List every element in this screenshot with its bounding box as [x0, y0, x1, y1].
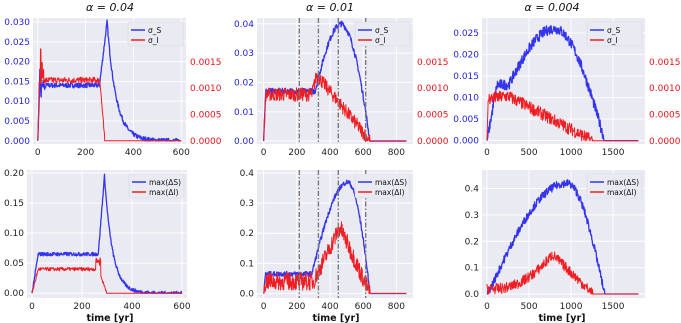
y2-tick-label: 0.0015: [190, 57, 222, 68]
x-tick-label: 400: [123, 302, 141, 312]
panel-top-2: [234, 18, 449, 158]
legend-label: σ_S: [375, 26, 389, 35]
x-tick-label: 0: [34, 148, 41, 158]
y-tick-label: 0.01: [233, 107, 254, 118]
x-tick-label: 0: [484, 148, 490, 158]
legend-label: max(ΔI): [149, 188, 179, 197]
y-tick-label: 0.05: [3, 259, 24, 270]
x-tick-label: 0: [484, 302, 490, 312]
y2-tick-label: 0.0000: [417, 136, 449, 147]
y2-tick-label: 0.0000: [649, 136, 681, 147]
panel-bottom-2: [240, 169, 413, 312]
panel-bottom-3: [465, 170, 645, 312]
y2-tick-label: 0.0010: [649, 84, 681, 95]
x-tick-label: 200: [73, 302, 91, 312]
y-tick-label: 0.005: [453, 115, 479, 126]
x-tick-label: 500: [520, 302, 538, 312]
y-tick-label: 0.015: [453, 72, 479, 83]
y-tick-label: 0.4: [239, 169, 254, 180]
x-tick-label: 400: [124, 148, 142, 158]
y-tick-label: 0.00: [3, 289, 24, 300]
legend: [128, 22, 183, 46]
x-tick-label: 600: [173, 302, 191, 312]
y-tick-label: 0.0: [464, 290, 479, 301]
x-tick-label: 1500: [601, 148, 625, 158]
y-tick-label: 0.025: [453, 29, 479, 40]
legend-label: σ_I: [375, 36, 386, 45]
y-tick-label: 0.03: [233, 49, 254, 60]
y-tick-label: 0.1: [239, 259, 254, 270]
x-tick-label: 400: [321, 302, 339, 312]
title-panel-1: α = 0.04: [86, 1, 134, 14]
legend-label: σ_I: [148, 36, 159, 45]
title-panel-2: α = 0.01: [306, 1, 354, 14]
y-tick-label: 0.1: [464, 263, 479, 274]
y-tick-label: 0.010: [453, 93, 479, 104]
x-tick-label: 600: [172, 148, 190, 158]
y-tick-label: 0.0: [239, 289, 254, 300]
xlabel-panel-1: time [yr]: [86, 313, 134, 323]
x-tick-label: 600: [354, 148, 372, 158]
y-tick-label: 0.025: [4, 37, 30, 48]
legend: [587, 174, 642, 198]
legend-label: max(ΔS): [375, 178, 408, 187]
y-tick-label: 0.010: [4, 97, 30, 108]
y-tick-label: 0.005: [4, 117, 30, 128]
y-tick-label: 0.015: [4, 77, 30, 88]
legend-label: σ_S: [148, 26, 162, 35]
y-tick-label: 0.15: [3, 199, 24, 210]
legend: [355, 174, 410, 198]
x-tick-label: 0: [29, 302, 35, 312]
x-tick-label: 200: [288, 148, 306, 158]
x-tick-label: 200: [288, 302, 306, 312]
y-tick-label: 0.02: [233, 78, 254, 89]
y-tick-label: 0.3: [239, 199, 254, 210]
panel-bottom-1: [4, 169, 191, 312]
y-tick-label: 0.020: [453, 50, 479, 61]
y-tick-label: 0.10: [3, 229, 24, 240]
y-tick-label: 0.00: [233, 137, 254, 148]
legend: [129, 174, 184, 198]
y2-tick-label: 0.0000: [190, 136, 222, 147]
y2-tick-label: 0.0005: [417, 110, 449, 121]
legend-label: max(ΔI): [375, 188, 405, 197]
y2-tick-label: 0.0010: [417, 84, 449, 95]
y2-tick-label: 0.0005: [190, 110, 222, 121]
legend-label: σ_I: [607, 36, 618, 45]
y-tick-label: 0.000: [453, 136, 479, 147]
x-tick-label: 1000: [559, 148, 583, 158]
panel-top-1: [4, 18, 222, 158]
x-tick-label: 1000: [559, 302, 583, 312]
x-tick-label: 600: [354, 302, 372, 312]
y-tick-label: 0.04: [233, 19, 254, 30]
x-tick-label: 0: [260, 148, 267, 158]
legend: [355, 22, 410, 46]
legend-label: max(ΔS): [149, 178, 182, 187]
x-tick-label: 0: [260, 302, 267, 312]
panel-top-3: [453, 18, 681, 158]
x-tick-label: 800: [387, 148, 405, 158]
legend-label: max(ΔI): [607, 188, 637, 197]
x-tick-label: 200: [77, 148, 95, 158]
y2-tick-label: 0.0015: [649, 57, 681, 68]
x-tick-label: 500: [520, 148, 538, 158]
y2-tick-label: 0.0015: [417, 57, 449, 68]
x-tick-label: 1500: [601, 302, 625, 312]
y-tick-label: 0.020: [4, 57, 30, 68]
y-tick-label: 0.2: [239, 229, 254, 240]
xlabel-panel-2: time [yr]: [312, 313, 360, 323]
xlabel-panel-3: time [yr]: [538, 313, 586, 323]
x-tick-label: 400: [321, 148, 339, 158]
title-panel-3: α = 0.004: [524, 1, 580, 14]
y-tick-label: 0.20: [3, 169, 24, 180]
y-tick-label: 0.4: [464, 184, 479, 195]
y-tick-label: 0.2: [464, 237, 479, 248]
y-tick-label: 0.030: [4, 17, 30, 28]
legend-label: σ_S: [607, 26, 621, 35]
x-tick-label: 800: [387, 302, 405, 312]
legend: [587, 22, 642, 46]
y2-tick-label: 0.0005: [649, 110, 681, 121]
y-tick-label: 0.000: [4, 136, 30, 147]
y2-tick-label: 0.0010: [190, 84, 222, 95]
y-tick-label: 0.3: [464, 210, 479, 221]
legend-label: max(ΔS): [607, 178, 640, 187]
